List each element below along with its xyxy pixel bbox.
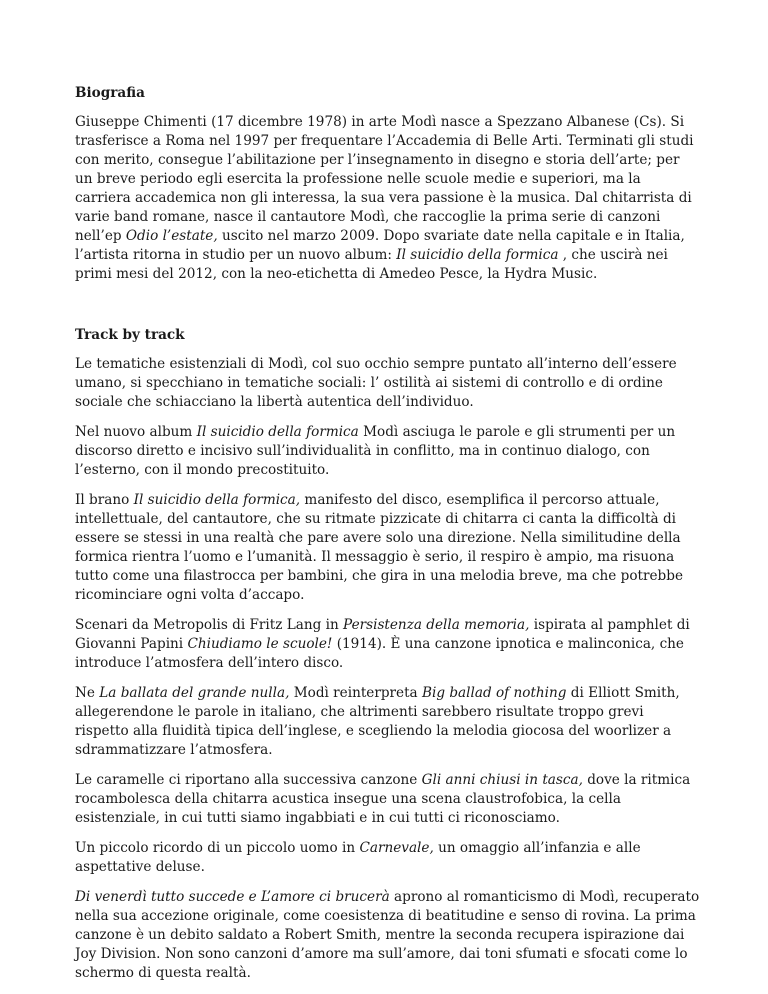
biography-paragraph bbox=[75, 113, 700, 284]
italic-title: Il suicidio della formica bbox=[196, 424, 359, 440]
italic-title: Big ballad of nothing bbox=[421, 685, 567, 701]
track-paragraph-6 bbox=[75, 771, 700, 828]
text-run: Modì reinterpreta bbox=[289, 685, 422, 701]
text-run: Le caramelle ci riportano alla successiva canzone bbox=[75, 772, 422, 788]
text-run: (1914). È una canzone ipnotica e malinconica, che introduce l’atmosfera dell’intero disco. bbox=[75, 636, 684, 671]
track-paragraph-5 bbox=[75, 684, 700, 760]
text-run: Scenari da Metropolis di Fritz Lang in bbox=[75, 617, 344, 633]
biography-heading: Biografia bbox=[75, 85, 145, 101]
track-paragraph-3 bbox=[75, 491, 700, 605]
text-run: Giuseppe Chimenti (17 dicembre 1978) in arte Modì nasce a Spezzano Albanese (Cs). Si trasferisce a Roma nel 1997 per frequentare l’Accademia di Belle Arti. Terminati gli studi con merito, consegue l’abilitazione per l’insegnamento in disegno e storia dell’arte; per un breve periodo egli esercita la professione nelle scuole medie e superiori, ma la carriera accademica non gli interessa, la sua vera passione è la musica. Dal chitarrista di varie band romane, nasce il cantautore Modì, che raccoglie la prima serie di canzoni nell’ep bbox=[75, 114, 694, 244]
text-run: uscito nel marzo 2009. Dopo svariate date nella capitale e in Italia, l’artista ritorna in studio per un nuovo album: bbox=[75, 228, 685, 263]
track-paragraph-1 bbox=[75, 355, 700, 412]
text-run: Modì asciuga le parole e gli strumenti per un discorso diretto e incisivo sull’individualità in conflitto, ma in continuo dialogo, con l’esterno, con il mondo precostituito. bbox=[75, 424, 676, 478]
document-page bbox=[75, 84, 700, 994]
text-run: Ne bbox=[75, 685, 100, 701]
text-run: ispirata al pamphlet di Giovanni Papini bbox=[75, 617, 690, 652]
text-run: Le tematiche esistenziali di Modì, col suo occhio sempre puntato all’interno dell’essere umano, si specchiano in tematiche sociali: l’ ostilità ai sistemi di controllo e di ordine sociale che schiacciano la libertà autentica dell’individuo. bbox=[75, 356, 677, 410]
text-run: Il brano bbox=[75, 492, 134, 508]
track-paragraph-8 bbox=[75, 888, 700, 983]
text-run: , che uscirà nei primi mesi del 2012, con la neo-etichetta di Amedeo Pesce, la Hydra Music. bbox=[75, 247, 668, 282]
italic-title: Odio l’estate, bbox=[125, 228, 218, 244]
italic-title: Persistenza della memoria, bbox=[343, 617, 530, 633]
track-paragraph-7 bbox=[75, 839, 700, 877]
italic-title: Di venerdì tutto succede e L’amore ci brucerà bbox=[75, 889, 390, 905]
track-paragraph-4 bbox=[75, 616, 700, 673]
text-run: Nel nuovo album bbox=[75, 424, 197, 440]
text-run: dove la ritmica rocambolesca della chitarra acustica insegue una scena claustrofobica, la cella esistenziale, in cui tutti siamo ingabbiati e in cui tutti ci riconosciamo. bbox=[75, 772, 691, 826]
italic-title: Carnevale, bbox=[359, 840, 434, 856]
italic-title: La ballata del grande nulla, bbox=[99, 685, 290, 701]
track-by-track-heading: Track by track bbox=[75, 327, 185, 343]
text-run: manifesto del disco, esemplifica il percorso attuale, intellettuale, del cantautore, che su ritmate pizzicate di chitarra ci canta la difficoltà di essere se stessi in una realtà che pare avere solo una direzione. Nella similitudine della formica rientra l’uomo e l’umanità. Il messaggio è serio, il respiro è ampio, ma risuona tutto come una filastrocca per bambini, che gira in una melodia breve, ma che potrebbe ricominciare ogni volta d’accapo. bbox=[75, 492, 683, 603]
italic-title: Il suicidio della formica, bbox=[133, 492, 301, 508]
italic-title: Gli anni chiusi in tasca, bbox=[421, 772, 583, 788]
text-run: un omaggio all’infanzia e alle aspettative deluse. bbox=[75, 840, 641, 875]
text-run: Un piccolo ricordo di un piccolo uomo in bbox=[75, 840, 360, 856]
text-run: di Elliott Smith, allegerendone le parole in italiano, che altrimenti sarebbero risultate troppo grevi rispetto alla fluidità tipica dell’inglese, e scegliendo la melodia giocosa del woorlizer a sdrammatizzare l’atmosfera. bbox=[75, 685, 680, 758]
text-run: aprono al romanticismo di Modì, recuperato nella sua accezione originale, come coesistenza di beatitudine e senso di rovina. La prima canzone è un debito saldato a Robert Smith, mentre la seconda recupera ispirazione dai Joy Division. Non sono canzoni d’amore ma sull’amore, dai toni sfumati e sfocati come lo schermo di questa realtà. bbox=[75, 889, 700, 981]
italic-title: Chiudiamo le scuole! bbox=[187, 636, 333, 652]
track-paragraph-2 bbox=[75, 423, 700, 480]
italic-title: Il suicidio della formica bbox=[396, 247, 559, 263]
